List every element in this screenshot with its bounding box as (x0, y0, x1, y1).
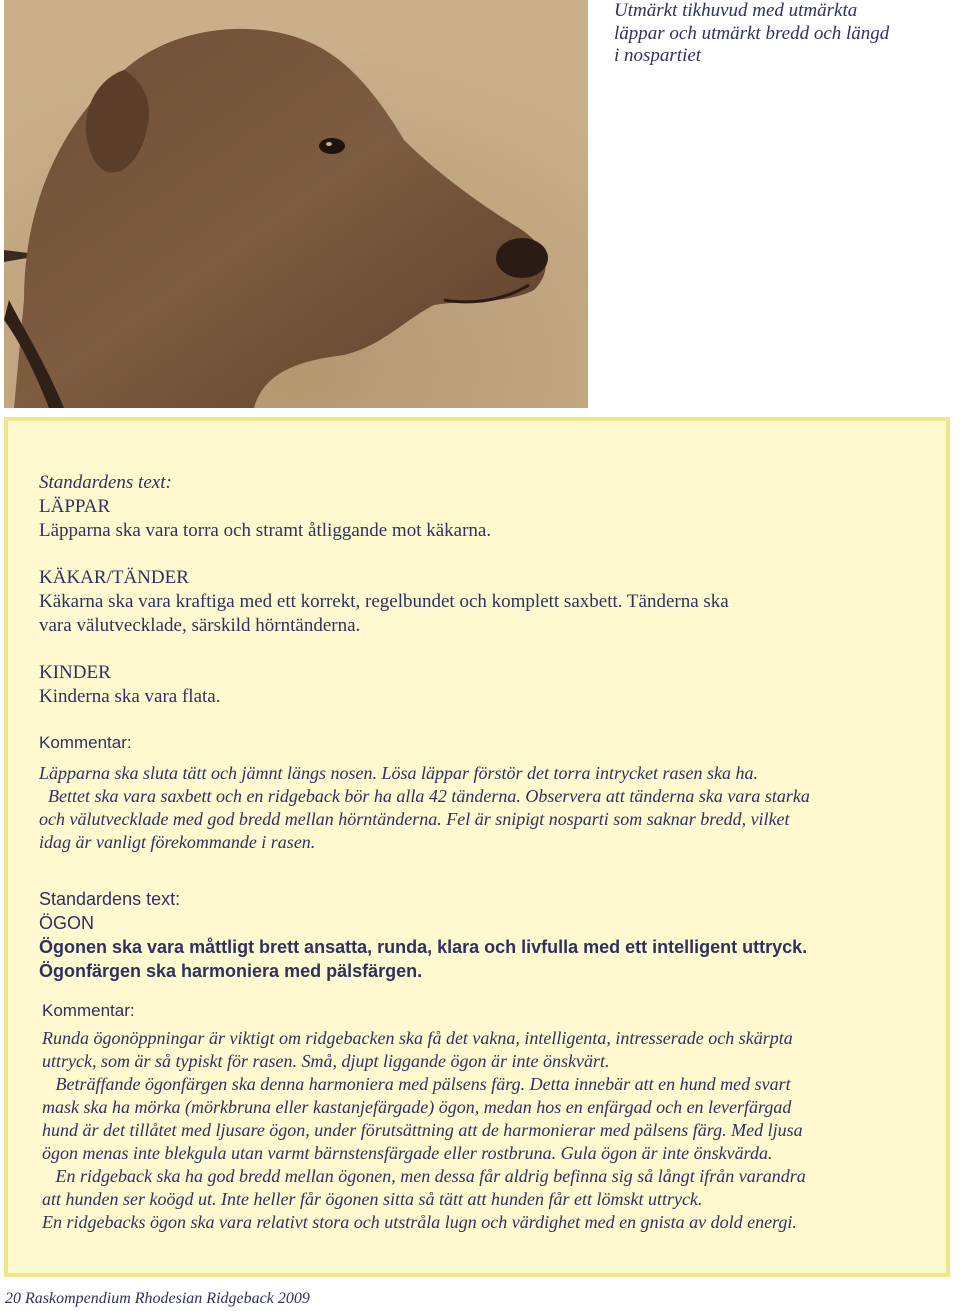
comment-line: idag är vanligt förekommande i rasen. (39, 832, 316, 852)
comment-line: att hunden ser koögd ut. Inte heller får ögonen sitta så tätt att hunden får ett lömskt uttryck. (42, 1189, 703, 1209)
section-text-ogon: Ögonen ska vara måttligt brett ansatta, runda, klara och livfulla med ett intelligent uttryck. (39, 937, 808, 957)
section-text-ogon: Ögonfärgen ska harmoniera med pälsfärgen. (39, 961, 423, 981)
section-text-kakar: Käkarna ska vara kraftiga med ett korrekt, regelbundet och komplett saxbett. Tänderna ska (39, 591, 729, 612)
comment-line: mask ska ha mörka (mörkbruna eller kastanjefärgade) ögon, medan hos en enfärgad och en leverfärgad (42, 1097, 792, 1117)
page-footer: 20 Raskompendium Rhodesian Ridgeback 2009 (5, 1290, 310, 1307)
comment-label: Kommentar: (39, 733, 132, 752)
standard-label: Standardens text: (39, 889, 181, 909)
section-title-lappar: LÄPPAR (39, 496, 111, 517)
comment-line: En ridgeback ska ha god bredd mellan ögonen, men dessa får aldrig befinna sig så långt ifrån varandra (42, 1166, 806, 1186)
comment-line: hund är det tillåtet med ljusare ögon, under förutsättning att de harmonierar med pälsens färg. Med ljusa (42, 1120, 803, 1140)
photo-caption (614, 0, 944, 68)
caption-line: Utmärkt tikhuvud med utmärkta (614, 0, 858, 21)
comment-line: Runda ögonöppningar är viktigt om ridgebacken ska få det vakna, intelligenta, intresserade och skärpta (42, 1028, 793, 1048)
comment-line: En ridgebacks ögon ska vara relativt stora och utstråla lugn och värdighet med en gnista av dold energi. (42, 1212, 797, 1232)
comment-line: Bettet ska vara saxbett och en ridgeback bör ha alla 42 tänderna. Observera att tänderna ska vara starka (39, 786, 810, 806)
comment-label: Kommentar: (42, 1001, 135, 1020)
caption-line: läppar och utmärkt bredd och längd (614, 22, 890, 44)
comment-line: ögon menas inte blekgula utan varmt bärnstensfärgade eller rostbruna. Gula ögon är inte önskvärda. (42, 1143, 773, 1163)
section-title-kinder: KINDER (39, 662, 111, 683)
standard-label: Standardens text: (39, 472, 172, 493)
comment-block-2 (42, 999, 806, 1234)
caption-line: i nospartiet (614, 45, 702, 66)
section-title-ogon: ÖGON (39, 913, 95, 933)
comment-line: och välutvecklade med god bredd mellan hörntänderna. Fel är snipigt nosparti som saknar bredd, vilket (39, 809, 790, 829)
comment-line: uttryck, som är så typiskt för rasen. Små, djupt liggande ögon är inte önskvärt. (42, 1051, 610, 1071)
comment-line: Läpparna ska sluta tätt och jämnt längs nosen. Lösa läppar förstör det torra intrycket rasen ska ha. (39, 763, 759, 783)
section-text-kakar: vara välutvecklade, särskild hörntänderna. (39, 615, 361, 636)
standard-text-block-1 (39, 471, 729, 709)
comment-block-1 (39, 731, 810, 854)
standard-panel (4, 417, 950, 1277)
section-text-lappar: Läpparna ska vara torra och stramt åtliggande mot käkarna. (39, 520, 492, 541)
dog-head-illustration (4, 0, 588, 408)
comment-line: Beträffande ögonfärgen ska denna harmoniera med pälsens färg. Detta innebär att en hund med svart (42, 1074, 791, 1094)
section-title-kakar: KÄKAR/TÄNDER (39, 567, 189, 588)
dog-head-photo (4, 0, 588, 408)
standard-text-block-2 (39, 887, 807, 983)
section-text-kinder: Kinderna ska vara flata. (39, 686, 221, 707)
